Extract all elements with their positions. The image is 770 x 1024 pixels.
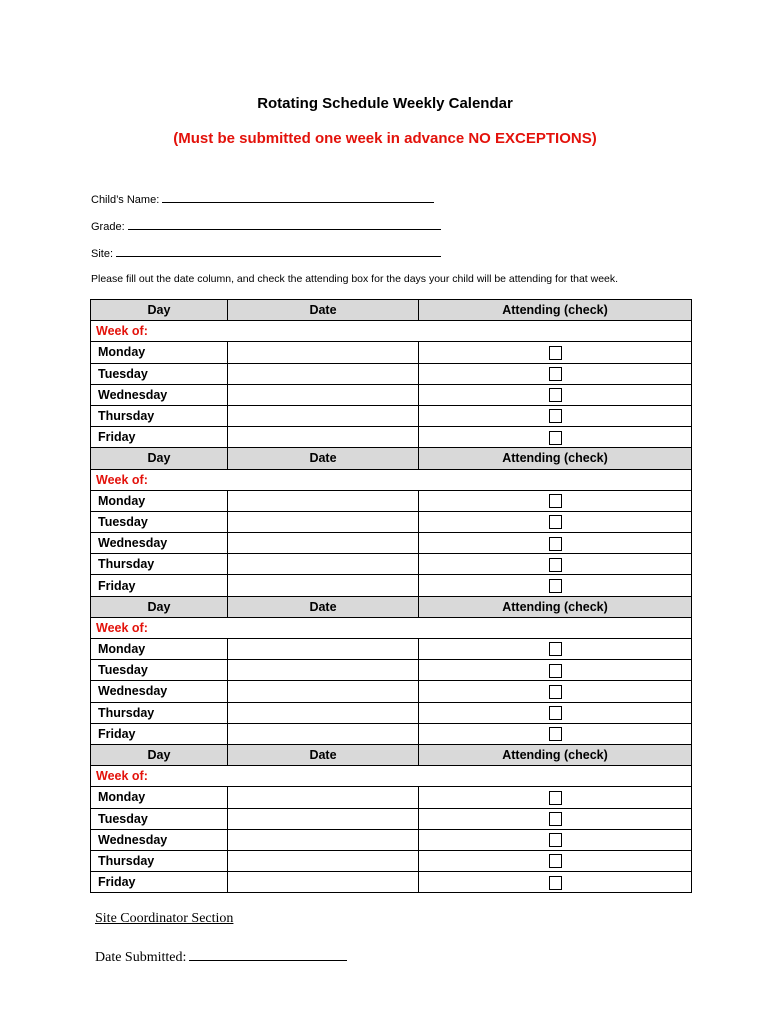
attending-checkbox[interactable] xyxy=(549,579,562,593)
schedule-table xyxy=(90,299,692,893)
date-input-cell[interactable] xyxy=(228,533,419,554)
attending-checkbox[interactable] xyxy=(549,642,562,656)
attending-checkbox[interactable] xyxy=(549,409,562,423)
day-row xyxy=(91,872,692,893)
week-of-label: Week of: xyxy=(91,617,692,638)
attending-cell xyxy=(419,511,692,532)
date-input-cell[interactable] xyxy=(228,342,419,363)
week-of-label: Week of: xyxy=(91,321,692,342)
attending-cell xyxy=(419,342,692,363)
date-input-cell[interactable] xyxy=(228,702,419,723)
date-input-cell[interactable] xyxy=(228,639,419,660)
date-input-cell[interactable] xyxy=(228,829,419,850)
day-row xyxy=(91,554,692,575)
day-label: Tuesday xyxy=(91,808,228,829)
table-header-row xyxy=(91,744,692,765)
date-input-cell[interactable] xyxy=(228,384,419,405)
attending-cell xyxy=(419,427,692,448)
attending-cell xyxy=(419,490,692,511)
attending-cell xyxy=(419,787,692,808)
column-header-date: Date xyxy=(228,596,419,617)
grade-field xyxy=(91,219,441,233)
attending-checkbox[interactable] xyxy=(549,685,562,699)
child-name-label: Child’s Name: xyxy=(91,194,160,206)
day-label: Thursday xyxy=(91,554,228,575)
day-label: Friday xyxy=(91,723,228,744)
attending-cell xyxy=(419,702,692,723)
day-label: Thursday xyxy=(91,702,228,723)
day-label: Thursday xyxy=(91,405,228,426)
column-header-attending: Attending (check) xyxy=(419,744,692,765)
day-row xyxy=(91,342,692,363)
attending-checkbox[interactable] xyxy=(549,494,562,508)
attending-cell xyxy=(419,723,692,744)
attending-cell xyxy=(419,872,692,893)
attending-checkbox[interactable] xyxy=(549,854,562,868)
date-input-cell[interactable] xyxy=(228,850,419,871)
day-label: Wednesday xyxy=(91,681,228,702)
day-label: Wednesday xyxy=(91,384,228,405)
date-input-cell[interactable] xyxy=(228,363,419,384)
day-row xyxy=(91,660,692,681)
date-input-cell[interactable] xyxy=(228,872,419,893)
attending-checkbox[interactable] xyxy=(549,537,562,551)
day-row xyxy=(91,511,692,532)
date-input-cell[interactable] xyxy=(228,575,419,596)
date-input-cell[interactable] xyxy=(228,660,419,681)
day-row xyxy=(91,723,692,744)
date-input-cell[interactable] xyxy=(228,787,419,808)
day-row xyxy=(91,533,692,554)
week-of-row xyxy=(91,469,692,490)
date-submitted-label: Date Submitted: xyxy=(95,950,187,965)
date-input-cell[interactable] xyxy=(228,808,419,829)
date-input-cell[interactable] xyxy=(228,554,419,575)
day-label: Tuesday xyxy=(91,363,228,384)
attending-cell xyxy=(419,554,692,575)
column-header-date: Date xyxy=(228,744,419,765)
attending-checkbox[interactable] xyxy=(549,388,562,402)
day-row xyxy=(91,490,692,511)
column-header-attending: Attending (check) xyxy=(419,300,692,321)
day-row xyxy=(91,702,692,723)
column-header-day: Day xyxy=(91,448,228,469)
date-input-cell[interactable] xyxy=(228,723,419,744)
day-label: Monday xyxy=(91,342,228,363)
day-row xyxy=(91,575,692,596)
day-row xyxy=(91,681,692,702)
week-of-label: Week of: xyxy=(91,766,692,787)
attending-checkbox[interactable] xyxy=(549,706,562,720)
attending-cell xyxy=(419,808,692,829)
week-of-row xyxy=(91,617,692,638)
date-submitted-field xyxy=(95,948,347,966)
site-input-line[interactable] xyxy=(116,246,441,257)
week-of-label: Week of: xyxy=(91,469,692,490)
column-header-day: Day xyxy=(91,744,228,765)
site-field xyxy=(91,246,441,260)
table-header-row xyxy=(91,448,692,469)
attending-checkbox[interactable] xyxy=(549,431,562,445)
attending-checkbox[interactable] xyxy=(549,791,562,805)
table-header-row xyxy=(91,596,692,617)
date-submitted-input-line[interactable] xyxy=(189,948,347,961)
attending-cell xyxy=(419,829,692,850)
day-label: Thursday xyxy=(91,850,228,871)
day-label: Friday xyxy=(91,427,228,448)
attending-cell xyxy=(419,681,692,702)
day-row xyxy=(91,427,692,448)
attending-cell xyxy=(419,363,692,384)
attending-checkbox[interactable] xyxy=(549,664,562,678)
day-label: Friday xyxy=(91,872,228,893)
instructions-text: Please fill out the date column, and check the attending box for the days your child will be attending for that week. xyxy=(91,273,619,285)
day-label: Tuesday xyxy=(91,660,228,681)
column-header-day: Day xyxy=(91,300,228,321)
column-header-date: Date xyxy=(228,448,419,469)
day-row xyxy=(91,787,692,808)
column-header-day: Day xyxy=(91,596,228,617)
page-title: Rotating Schedule Weekly Calendar xyxy=(257,95,513,112)
attending-checkbox[interactable] xyxy=(549,558,562,572)
attending-checkbox[interactable] xyxy=(549,833,562,847)
attending-cell xyxy=(419,384,692,405)
grade-label: Grade: xyxy=(91,221,125,233)
column-header-attending: Attending (check) xyxy=(419,448,692,469)
day-row xyxy=(91,405,692,426)
attending-checkbox[interactable] xyxy=(549,367,562,381)
day-row xyxy=(91,363,692,384)
grade-input-line[interactable] xyxy=(128,219,441,230)
attending-checkbox[interactable] xyxy=(549,727,562,741)
attending-cell xyxy=(419,660,692,681)
date-input-cell[interactable] xyxy=(228,427,419,448)
date-input-cell[interactable] xyxy=(228,490,419,511)
day-label: Monday xyxy=(91,787,228,808)
attending-cell xyxy=(419,850,692,871)
attending-cell xyxy=(419,575,692,596)
attending-checkbox[interactable] xyxy=(549,346,562,360)
day-label: Tuesday xyxy=(91,511,228,532)
attending-checkbox[interactable] xyxy=(549,812,562,826)
site-coordinator-section-heading: Site Coordinator Section xyxy=(95,911,234,926)
date-input-cell[interactable] xyxy=(228,681,419,702)
site-label: Site: xyxy=(91,248,114,260)
page-subtitle: (Must be submitted one week in advance NO EXCEPTIONS) xyxy=(173,130,597,147)
date-input-cell[interactable] xyxy=(228,511,419,532)
column-header-date: Date xyxy=(228,300,419,321)
day-row xyxy=(91,808,692,829)
child-name-input-line[interactable] xyxy=(162,192,434,203)
week-of-row xyxy=(91,321,692,342)
attending-checkbox[interactable] xyxy=(549,515,562,529)
day-label: Monday xyxy=(91,639,228,660)
child-name-field xyxy=(91,192,434,206)
attending-cell xyxy=(419,639,692,660)
day-label: Monday xyxy=(91,490,228,511)
week-of-row xyxy=(91,766,692,787)
date-input-cell[interactable] xyxy=(228,405,419,426)
attending-checkbox[interactable] xyxy=(549,876,562,890)
day-row xyxy=(91,829,692,850)
day-label: Friday xyxy=(91,575,228,596)
attending-cell xyxy=(419,533,692,554)
table-header-row xyxy=(91,300,692,321)
column-header-attending: Attending (check) xyxy=(419,596,692,617)
day-row xyxy=(91,850,692,871)
day-label: Wednesday xyxy=(91,829,228,850)
day-label: Wednesday xyxy=(91,533,228,554)
attending-cell xyxy=(419,405,692,426)
day-row xyxy=(91,384,692,405)
day-row xyxy=(91,639,692,660)
